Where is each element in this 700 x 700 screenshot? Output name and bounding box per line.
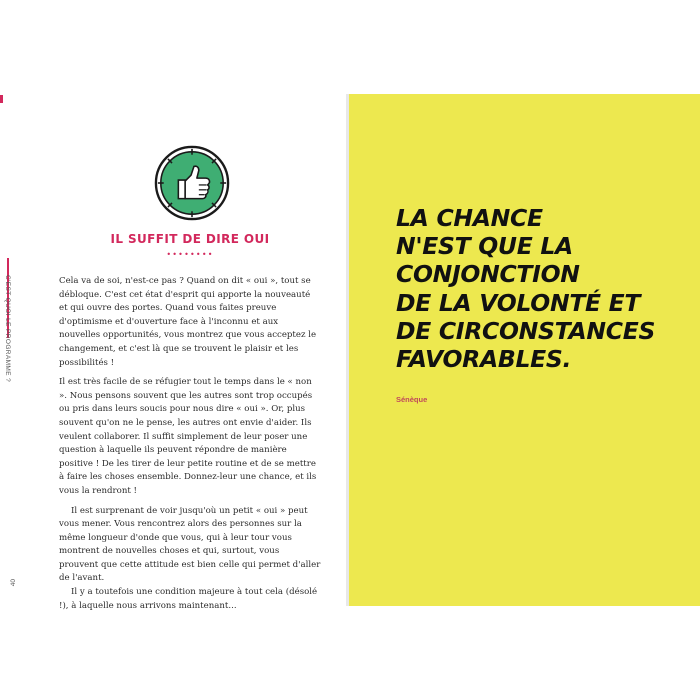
paragraph: Cela va de soi, n'est-ce pas ? Quand on dit « oui », tout se débloque. C'est cet état d'esprit qui apporte la nouveauté et qui ouvre des portes. Quand vous faites preuve d'optimisme et d'ouverture face à l'inconnu et aux nouvelles opportunités, vous montrez que vous acceptez le changement, et c'est là que se trouvent le plaisir et les possibilités ! [59, 276, 317, 368]
quote-line: LA CHANCE [396, 204, 543, 232]
margin-mark [0, 95, 3, 103]
page-number: 40 [10, 579, 17, 587]
quote [396, 204, 696, 373]
running-head: C'EST QUOI LE PROGRAMME ? [4, 275, 11, 383]
quote-line: DE LA VOLONTÉ ET [396, 288, 641, 317]
paragraph: Il est très facile de se réfugier tout le temps dans le « non ». Nous pensons souvent que les autres sont trop occupés ou pris dans leurs soucis pour nous dire « oui ». Or, plus souvent qu'on ne le pense, les autres ont envie d'aider. Ils veulent collaborer. Il suffit simplement de leur poser une question à laquelle ils peuvent répondre de manière positive ! De les tirer de leur petite routine et de se mettre à faire les choses ensemble. Donnez-leur une chance, et ils vous la rendront ! [59, 377, 317, 496]
quote-line: DE CIRCONSTANCES [396, 316, 656, 345]
body-text [59, 275, 321, 613]
left-page [0, 0, 349, 700]
quote-author: Sénèque [396, 395, 428, 404]
title-dots: •••••••• [166, 250, 214, 259]
section-title: IL SUFFIT DE DIRE OUI [110, 232, 270, 246]
thumbs-up-clock-icon [153, 144, 231, 222]
quote-line: N'EST QUE LA [396, 232, 573, 261]
quote-line: FAVORABLES. [396, 345, 572, 374]
paragraph: Il y a toutefois une condition majeure à tout cela (désolé !), à laquelle nous arrivons maintenant... [59, 587, 318, 611]
paragraph: Il est surprenant de voir jusqu'où un petit « oui » peut vous mener. Vous rencontrez alors des personnes sur la même longueur d'onde que vous, qui à leur tour vous montrent de nouvelles choses et qui, surtout, vous prouvent que cette attitude est bien celle qui permet d'aller de l'avant. [59, 505, 321, 584]
quote-line: CONJONCTION [396, 260, 580, 289]
